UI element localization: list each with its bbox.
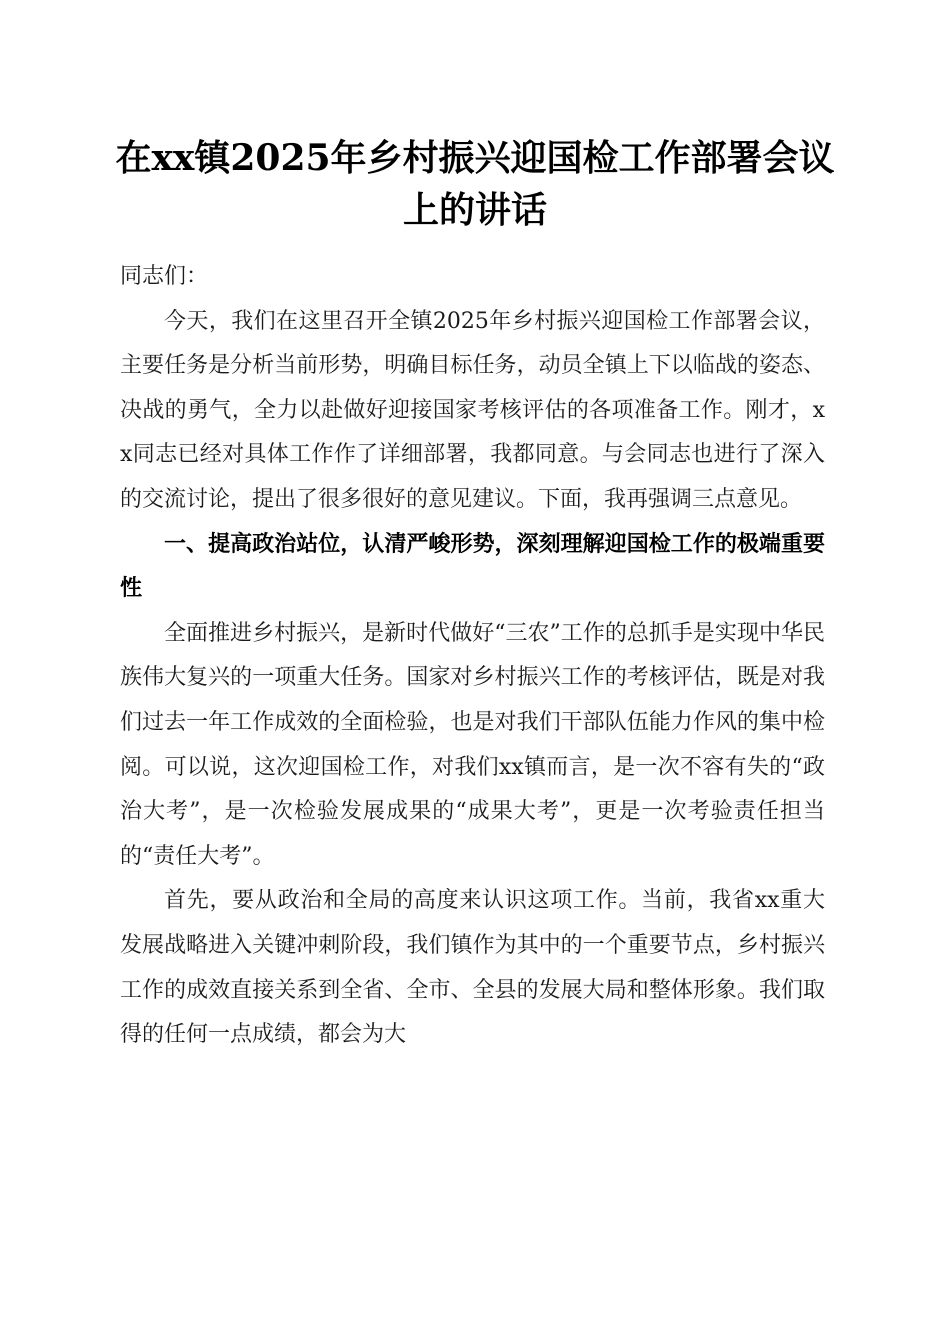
paragraph-first-point: 首先，要从政治和全局的高度来认识这项工作。当前，我省xx重大发展战略进入关键冲刺阶段，我们镇作为其中的一个重要节点，乡村振兴工作的成效直接关系到全省、全市、全县的发展大局和整体形象。我们取得的任何一点成绩，都会为大 (120, 888, 825, 1048)
section-heading: 一、提高政治站位，认清严峻形势，深刻理解迎国检工作的极端重要性 (120, 531, 825, 602)
document-title: 在xx镇2025年乡村振兴迎国检工作部署会议上的讲话 (115, 137, 835, 231)
document-body (120, 255, 825, 1058)
salutation: 同志们： (120, 264, 209, 289)
paragraph-intro: 今天，我们在这里召开全镇2025年乡村振兴迎国检工作部署会议，主要任务是分析当前形势，明确目标任务，动员全镇上下以临战的姿态、决战的勇气，全力以赴做好迎接国家考核评估的各项准备工作。刚才，xx同志已经对具体工作作了详细部署，我都同意。与会同志也进行了深入的交流讨论，提出了很多很好的意见建议。下面，我再强调三点意见。 (120, 308, 825, 512)
paragraph-rural-revitalization: 全面推进乡村振兴，是新时代做好“三农”工作的总抓手是实现中华民族伟大复兴的一项重大任务。国家对乡村振兴工作的考核评估，既是对我们过去一年工作成效的全面检验，也是对我们干部队伍能力作风的集中检阅。可以说，这次迎国检工作，对我们xx镇而言，是一次不容有失的“政治大考”，是一次检验发展成果的“成果大考”，更是一次考验责任担当的“责任大考”。 (120, 620, 825, 869)
